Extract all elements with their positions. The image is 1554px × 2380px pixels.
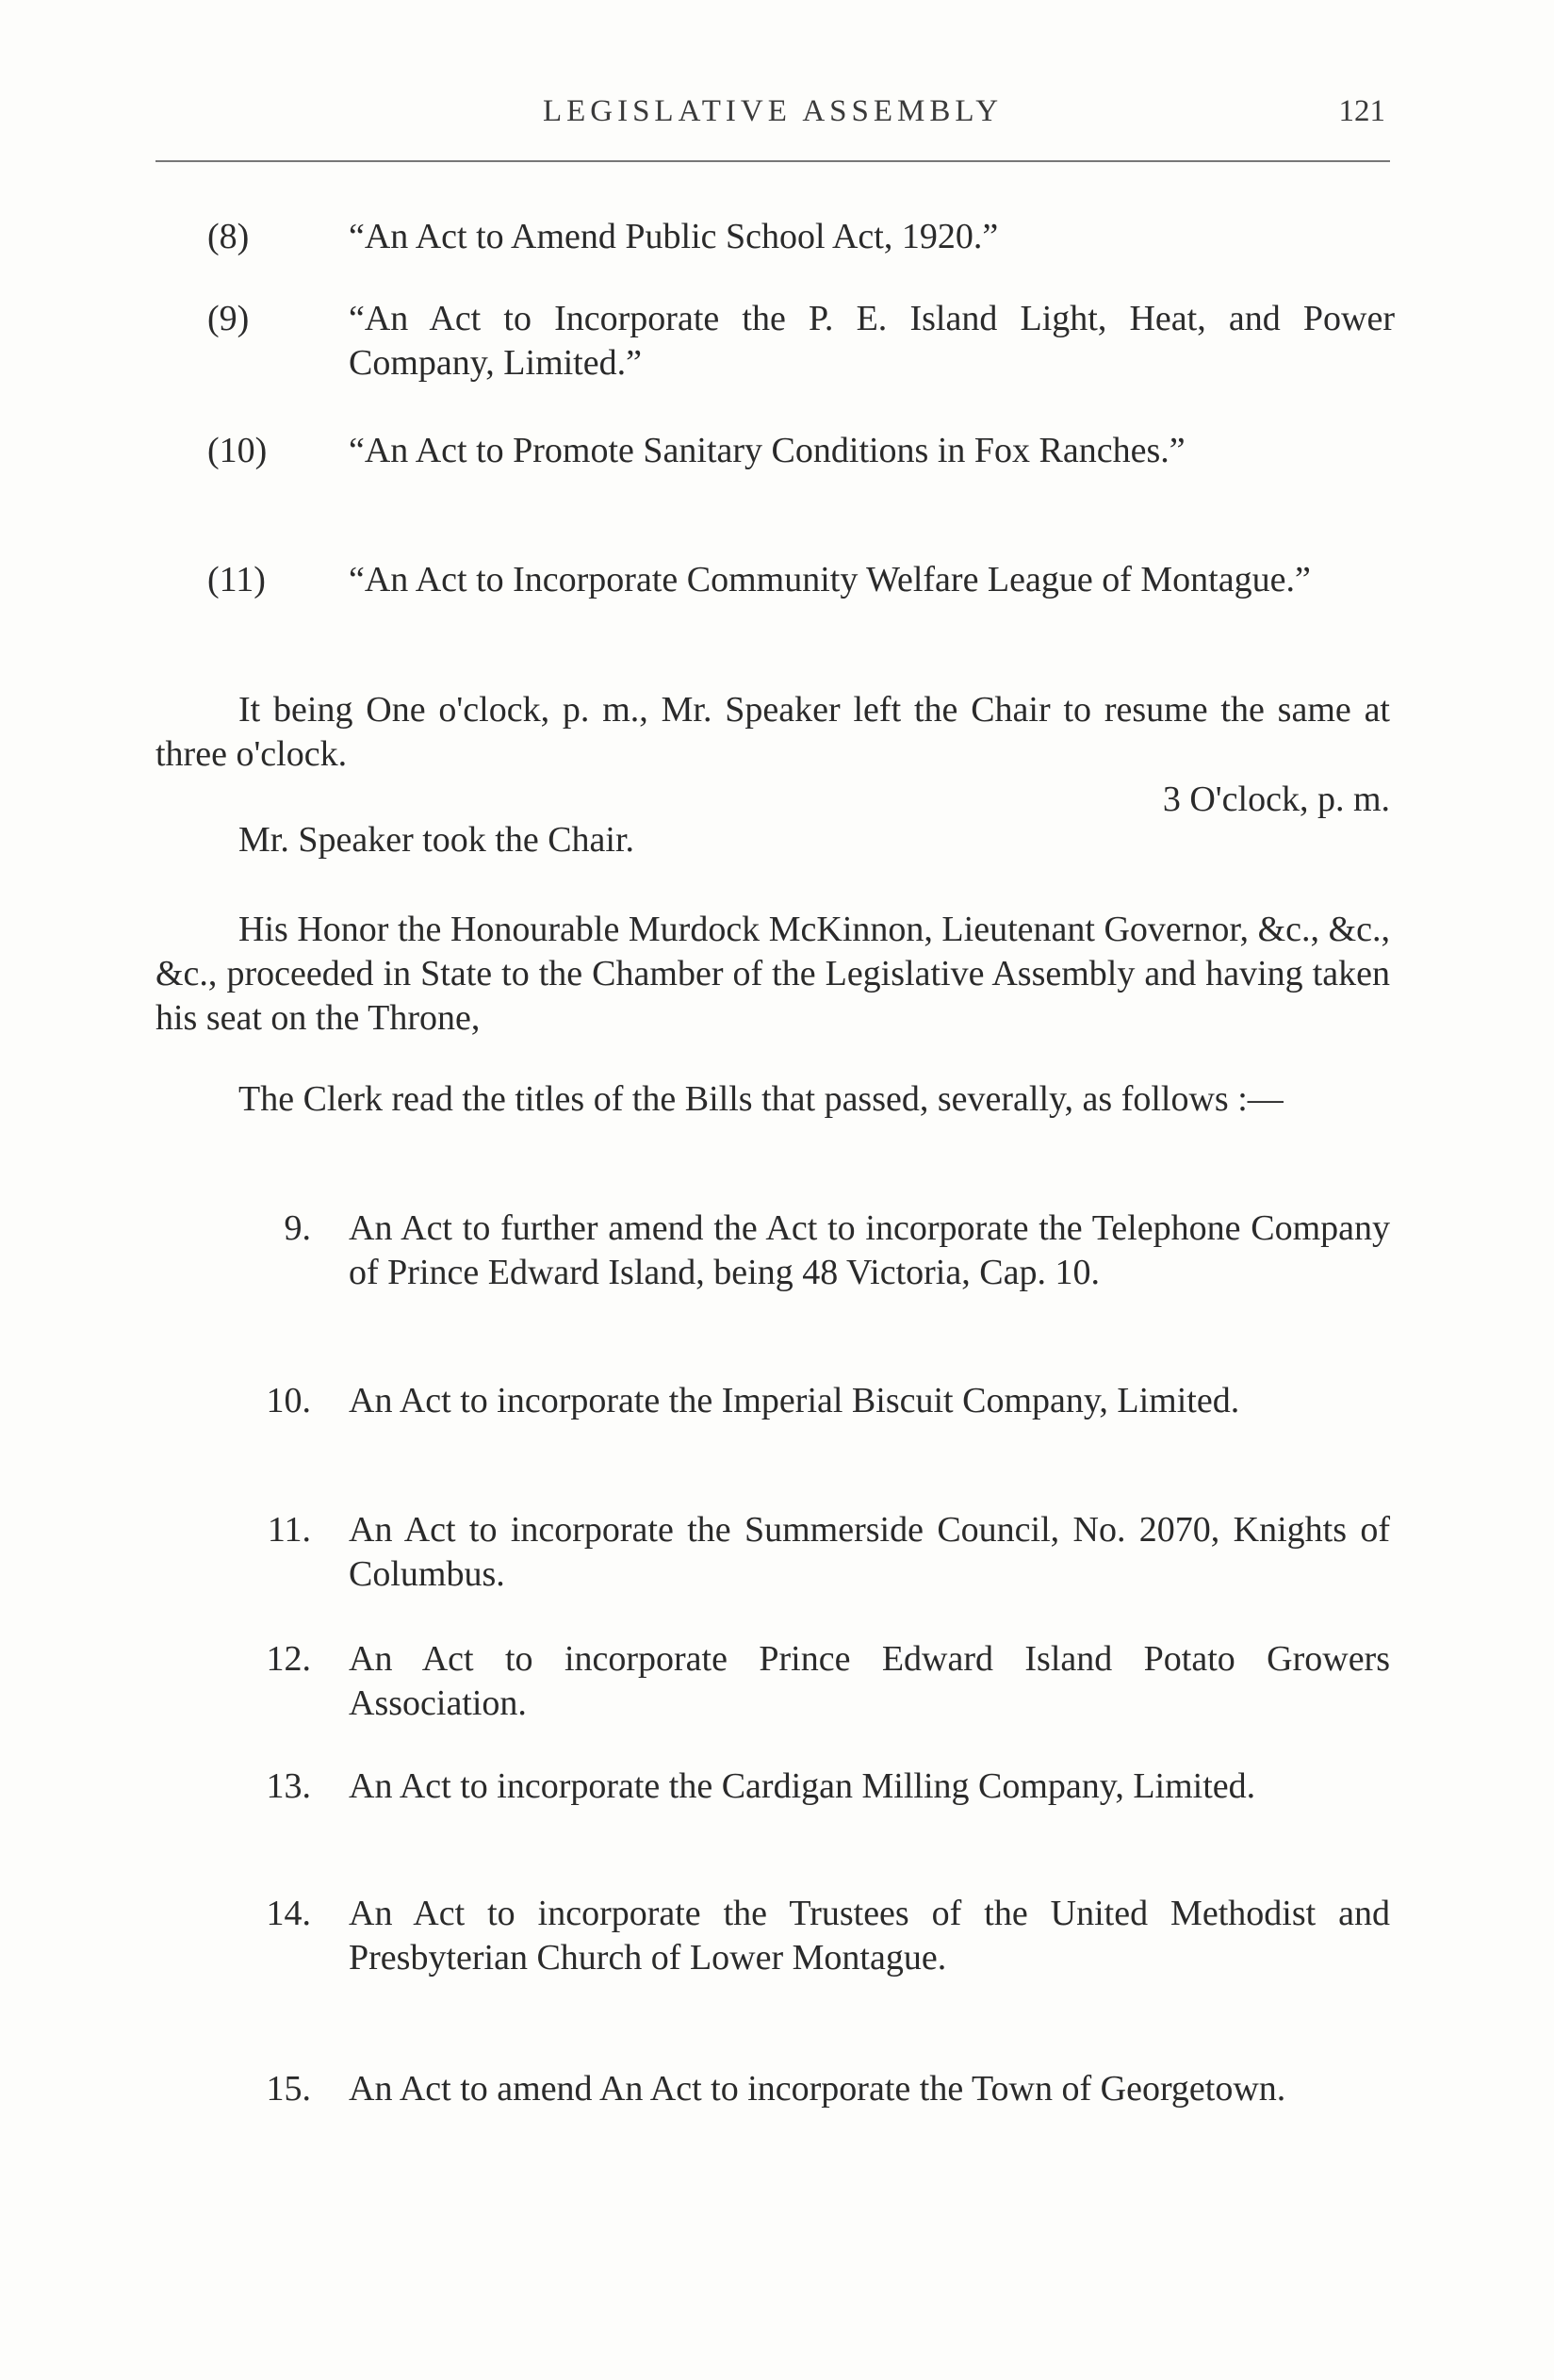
bill-number: 11. [267,1510,311,1550]
governor-text: His Honor the Honourable Murdock McKinnon, Lieutenant Governor, &c., &c., &c., proceeded in State to the Chamber of the Legislative Assembly and having taken his seat on the Throne, [155,910,1390,1038]
bill-number: 9. [284,1208,311,1248]
act-number: (11) [207,560,266,599]
bill-number: 13. [266,1766,311,1806]
bill-number: 14. [266,1894,311,1933]
time-line: 3 O'clock, p. m. [1162,780,1390,819]
header-title: LEGISLATIVE ASSEMBLY [542,94,1004,128]
bill-number: 10. [266,1381,311,1420]
bill-item [207,1764,1390,1809]
speaker-text: Mr. Speaker took the Chair. [238,820,635,860]
bill-text: An Act to amend An Act to incorporate the Town of Georgetown. [349,2069,1286,2109]
bill-item [207,1508,1390,1597]
bill-item [207,1206,1390,1295]
bill-text: An Act to incorporate the Summerside Council, No. 2070, Knights of Columbus. [349,1510,1390,1594]
bill-text: An Act to incorporate Prince Edward Island Potato Growers Association. [349,1639,1390,1723]
act-text: “An Act to Incorporate Community Welfare League of Montague.” [349,560,1311,599]
bill-number: 15. [266,2069,311,2109]
act-item [207,558,1395,602]
act-item [207,215,1395,259]
bill-text: An Act to incorporate the Imperial Biscuit Company, Limited. [349,1381,1240,1420]
clerk-paragraph [155,1077,1390,1122]
header-rule [155,160,1390,162]
bill-text: An Act to incorporate the Cardigan Milling Company, Limited. [349,1766,1256,1806]
act-number: (8) [207,217,250,256]
act-item [207,297,1395,386]
act-text: “An Act to Incorporate the P. E. Island Light, Heat, and Power Company, Limited.” [349,299,1395,383]
clerk-text: The Clerk read the titles of the Bills that passed, severally, as follows :— [238,1079,1284,1119]
speaker-paragraph [155,818,1390,862]
governor-paragraph [155,908,1390,1041]
bill-text: An Act to further amend the Act to incorporate the Telephone Company of Prince Edward Island, being 48 Victoria, Cap. 10. [349,1208,1390,1292]
act-text: “An Act to Amend Public School Act, 1920.” [349,217,999,256]
bill-item [207,1637,1390,1726]
bill-item [207,1379,1390,1423]
adjournment-paragraph [155,688,1390,777]
act-text: “An Act to Promote Sanitary Conditions in Fox Ranches.” [349,431,1186,470]
act-item [207,429,1395,473]
page-number: 121 [1338,94,1385,128]
running-header [160,94,1385,141]
bill-number: 12. [266,1639,311,1679]
adjournment-text: It being One o'clock, p. m., Mr. Speaker left the Chair to resume the same at three o'clock. [155,690,1390,774]
bill-text: An Act to incorporate the Trustees of the United Methodist and Presbyterian Church of Lower Montague. [349,1894,1390,1978]
act-number: (9) [207,299,250,338]
act-number: (10) [207,431,268,470]
bill-item [207,1892,1390,1980]
bill-item [207,2067,1390,2111]
